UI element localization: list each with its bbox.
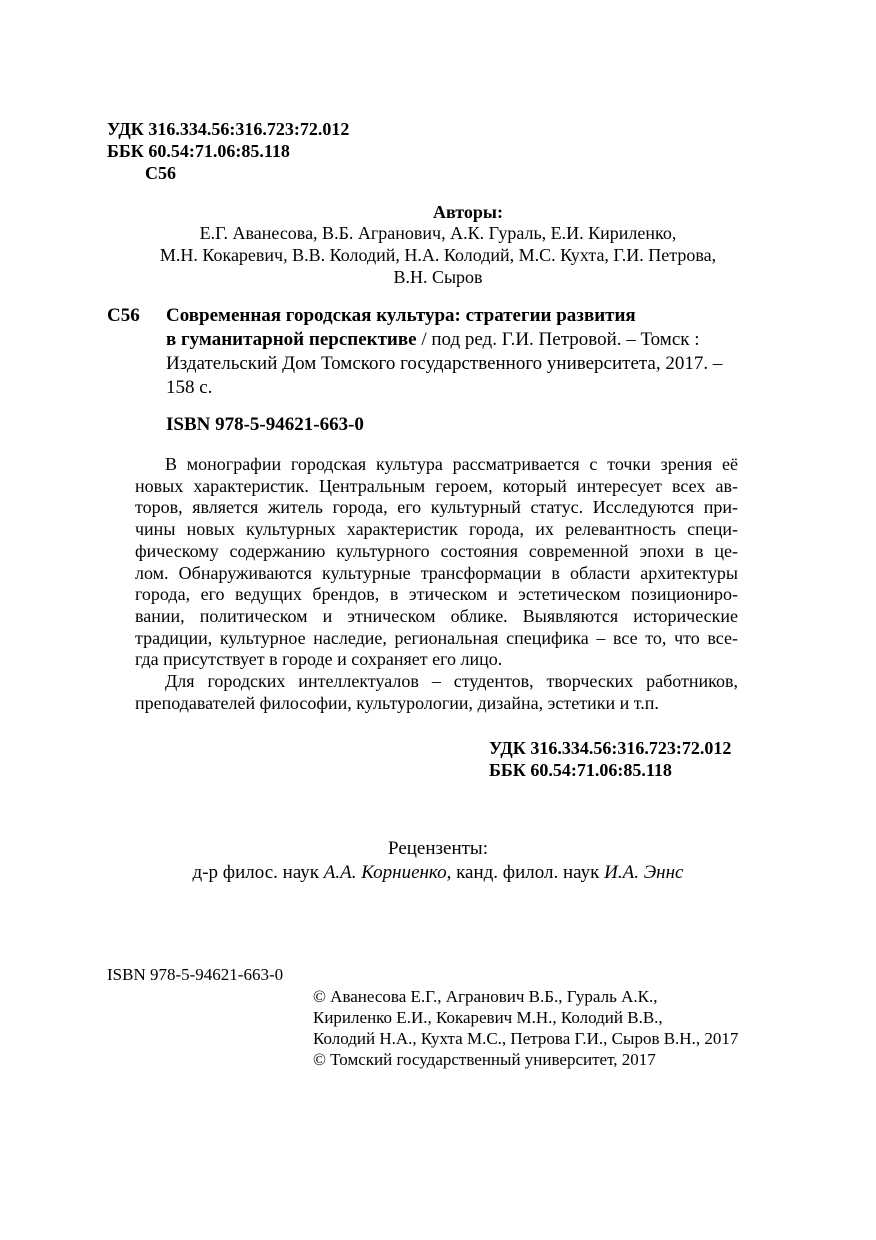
bib-sign: С56 xyxy=(107,305,140,326)
book-title-line-1: Современная городская культура: стратегии развития xyxy=(166,305,636,326)
book-publisher: Издательский Дом Томского государственного университета, 2017. – xyxy=(166,353,723,374)
annotation-line: города, его ведущих брендов, в этическом и эстетическом позициониро- xyxy=(135,584,738,605)
annotation-line: Для городских интеллектуалов – студентов, творческих работников, xyxy=(165,671,738,692)
author-sign: С56 xyxy=(145,163,176,183)
annotation-line: традиции, культурное наследие, региональная специфика – все то, что все- xyxy=(135,627,738,648)
book-pages: 158 с. xyxy=(166,377,213,398)
copyright-line-3: Колодий Н.А., Кухта М.С., Петрова Г.И., Сыров В.Н., 2017 xyxy=(313,1029,739,1048)
reviewer-2: И.А. Эннс xyxy=(604,862,684,883)
annotation-line: преподавателей философии, культурологии, дизайна, эстетики и т.п. xyxy=(135,692,659,713)
annotation-line: фическому содержанию культурного состояния современной эпохи в це- xyxy=(135,540,738,561)
annotation-line: чины новых культурных характеристик города, их релевантность специ- xyxy=(135,519,738,540)
reviewers-line: д-р филос. наук А.А. Корниенко, канд. филол. наук И.А. Эннс xyxy=(192,862,684,883)
book-title-line-2 xyxy=(166,329,700,351)
footer-bbk-code: ББК 60.54:71.06:85.118 xyxy=(489,760,672,780)
copyright-line-4: © Томский государственный университет, 2017 xyxy=(313,1050,656,1069)
authors-line-1: Е.Г. Аванесова, В.Б. Агранович, А.К. Гураль, Е.И. Кириленко, xyxy=(199,223,677,243)
reviewer-1: А.А. Корниенко xyxy=(323,862,447,883)
annotation-line: В монографии городская культура рассматривается с точки зрения её xyxy=(165,454,738,474)
annotation-line: гда присутствует в городе и сохраняет его лицо. xyxy=(135,649,503,670)
authors-line-2: М.Н. Кокаревич, В.В. Колодий, Н.А. Колодий, М.С. Кухта, Г.И. Петрова, xyxy=(159,245,717,265)
imprint-isbn: ISBN 978-5-94621-663-0 xyxy=(107,965,284,984)
authors-heading: Авторы: xyxy=(433,202,503,222)
annotation-line: лом. Обнаруживаются культурные трансформации в области архитектуры xyxy=(135,562,738,583)
reviewers-heading: Рецензенты: xyxy=(388,838,488,859)
book-title-subtitle: в гуманитарной перспективе xyxy=(166,329,417,350)
annotation-line: вании, политическом и этническом облике. Выявляются исторические xyxy=(135,605,738,626)
bbk-code: ББК 60.54:71.06:85.118 xyxy=(107,141,290,161)
bib-isbn: ISBN 978-5-94621-663-0 xyxy=(166,414,364,435)
authors-line-3: В.Н. Сыров xyxy=(393,267,483,287)
udk-code: УДК 316.334.56:316.723:72.012 xyxy=(107,119,350,139)
copyright-line-2: Кириленко Е.И., Кокаревич М.Н., Колодий В.В., xyxy=(313,1008,663,1027)
footer-udk-code: УДК 316.334.56:316.723:72.012 xyxy=(489,738,732,758)
annotation xyxy=(135,454,738,714)
copyright-line-1: © Аванесова Е.Г., Агранович В.Б., Гураль А.К., xyxy=(313,987,658,1006)
annotation-line: торов, является житель города, его культурный статус. Исследуются при- xyxy=(135,497,738,518)
book-editor: / под ред. Г.И. Петровой. – Томск : xyxy=(416,329,700,350)
annotation-line: новых характеристик. Центральным героем, который интересует всех ав- xyxy=(135,475,738,496)
